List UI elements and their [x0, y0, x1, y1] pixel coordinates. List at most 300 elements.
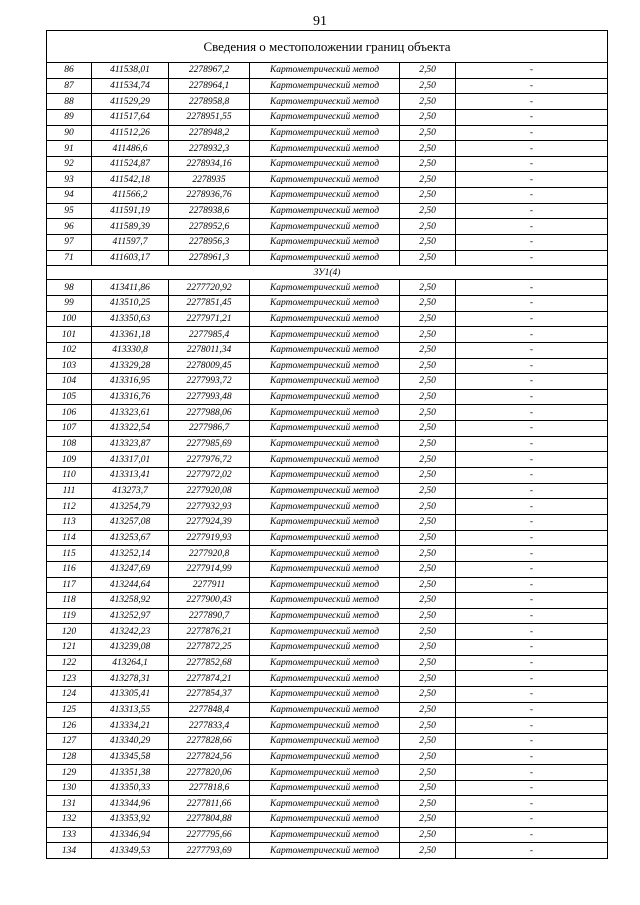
- accuracy-cell: 2,50: [400, 561, 456, 577]
- x-coordinate-cell: 411524,87: [92, 156, 169, 172]
- x-coordinate-cell: 413316,95: [92, 374, 169, 390]
- table-row: [47, 483, 608, 499]
- x-coordinate-cell: 411512,26: [92, 125, 169, 141]
- x-coordinate-cell: 413278,31: [92, 671, 169, 687]
- y-coordinate-cell: 2277851,45: [169, 295, 250, 311]
- method-cell: Картометрический метод: [250, 436, 400, 452]
- y-coordinate-cell: 2278935: [169, 172, 250, 188]
- note-cell: -: [456, 530, 608, 546]
- method-cell: Картометрический метод: [250, 843, 400, 859]
- table-row: [47, 827, 608, 843]
- accuracy-cell: 2,50: [400, 295, 456, 311]
- table-row: [47, 295, 608, 311]
- table-header-row: [47, 31, 608, 63]
- point-number-cell: 129: [47, 765, 92, 781]
- x-coordinate-cell: 411486,6: [92, 141, 169, 157]
- table-row: [47, 640, 608, 656]
- accuracy-cell: 2,50: [400, 499, 456, 515]
- table-row: [47, 561, 608, 577]
- method-cell: Картометрический метод: [250, 624, 400, 640]
- y-coordinate-cell: 2277993,72: [169, 374, 250, 390]
- note-cell: -: [456, 436, 608, 452]
- y-coordinate-cell: 2277820,06: [169, 765, 250, 781]
- point-number-cell: 104: [47, 374, 92, 390]
- table-row: [47, 499, 608, 515]
- x-coordinate-cell: 411603,17: [92, 250, 169, 266]
- accuracy-cell: 2,50: [400, 796, 456, 812]
- table-row: [47, 342, 608, 358]
- method-cell: Картометрический метод: [250, 311, 400, 327]
- method-cell: Картометрический метод: [250, 593, 400, 609]
- y-coordinate-cell: 2277976,72: [169, 452, 250, 468]
- accuracy-cell: 2,50: [400, 405, 456, 421]
- y-coordinate-cell: 2278952,6: [169, 219, 250, 235]
- accuracy-cell: 2,50: [400, 311, 456, 327]
- y-coordinate-cell: 2278948,2: [169, 125, 250, 141]
- table-row: [47, 655, 608, 671]
- point-number-cell: 125: [47, 702, 92, 718]
- table-row: [47, 452, 608, 468]
- table-row: [47, 608, 608, 624]
- accuracy-cell: 2,50: [400, 358, 456, 374]
- point-number-cell: 121: [47, 640, 92, 656]
- method-cell: Картометрический метод: [250, 295, 400, 311]
- point-number-cell: 102: [47, 342, 92, 358]
- note-cell: -: [456, 765, 608, 781]
- table-row: [47, 593, 608, 609]
- table-row: [47, 546, 608, 562]
- method-cell: Картометрический метод: [250, 342, 400, 358]
- method-cell: Картометрический метод: [250, 718, 400, 734]
- method-cell: Картометрический метод: [250, 141, 400, 157]
- method-cell: Картометрический метод: [250, 530, 400, 546]
- table-row: [47, 421, 608, 437]
- method-cell: Картометрический метод: [250, 219, 400, 235]
- accuracy-cell: 2,50: [400, 765, 456, 781]
- accuracy-cell: 2,50: [400, 733, 456, 749]
- table-row: [47, 188, 608, 204]
- table-row: [47, 172, 608, 188]
- accuracy-cell: 2,50: [400, 530, 456, 546]
- x-coordinate-cell: 413344,96: [92, 796, 169, 812]
- method-cell: Картометрический метод: [250, 499, 400, 515]
- table-row: [47, 671, 608, 687]
- x-coordinate-cell: 413361,18: [92, 327, 169, 343]
- table-row: [47, 389, 608, 405]
- accuracy-cell: 2,50: [400, 421, 456, 437]
- accuracy-cell: 2,50: [400, 374, 456, 390]
- accuracy-cell: 2,50: [400, 546, 456, 562]
- method-cell: Картометрический метод: [250, 671, 400, 687]
- accuracy-cell: 2,50: [400, 125, 456, 141]
- table-row: [47, 702, 608, 718]
- y-coordinate-cell: 2278938,6: [169, 203, 250, 219]
- note-cell: -: [456, 250, 608, 266]
- point-number-cell: 108: [47, 436, 92, 452]
- method-cell: Картометрический метод: [250, 405, 400, 421]
- point-number-cell: 116: [47, 561, 92, 577]
- point-number-cell: 101: [47, 327, 92, 343]
- x-coordinate-cell: 413252,97: [92, 608, 169, 624]
- note-cell: -: [456, 219, 608, 235]
- table-row: [47, 358, 608, 374]
- method-cell: Картометрический метод: [250, 63, 400, 79]
- point-number-cell: 126: [47, 718, 92, 734]
- accuracy-cell: 2,50: [400, 640, 456, 656]
- x-coordinate-cell: 413254,79: [92, 499, 169, 515]
- note-cell: -: [456, 671, 608, 687]
- note-cell: -: [456, 172, 608, 188]
- note-cell: -: [456, 141, 608, 157]
- x-coordinate-cell: 413345,58: [92, 749, 169, 765]
- accuracy-cell: 2,50: [400, 188, 456, 204]
- x-coordinate-cell: 411529,29: [92, 94, 169, 110]
- accuracy-cell: 2,50: [400, 577, 456, 593]
- y-coordinate-cell: 2277828,66: [169, 733, 250, 749]
- x-coordinate-cell: 413350,33: [92, 780, 169, 796]
- method-cell: Картометрический метод: [250, 389, 400, 405]
- method-cell: Картометрический метод: [250, 749, 400, 765]
- table-row: [47, 311, 608, 327]
- accuracy-cell: 2,50: [400, 280, 456, 296]
- table-row: [47, 530, 608, 546]
- note-cell: -: [456, 608, 608, 624]
- point-number-cell: 120: [47, 624, 92, 640]
- note-cell: -: [456, 156, 608, 172]
- y-coordinate-cell: 2277993,48: [169, 389, 250, 405]
- x-coordinate-cell: 413349,53: [92, 843, 169, 859]
- x-coordinate-cell: 413329,28: [92, 358, 169, 374]
- point-number-cell: 87: [47, 78, 92, 94]
- accuracy-cell: 2,50: [400, 843, 456, 859]
- note-cell: -: [456, 686, 608, 702]
- y-coordinate-cell: 2277986,7: [169, 421, 250, 437]
- x-coordinate-cell: 413313,41: [92, 468, 169, 484]
- x-coordinate-cell: 411591,19: [92, 203, 169, 219]
- note-cell: -: [456, 796, 608, 812]
- accuracy-cell: 2,50: [400, 156, 456, 172]
- note-cell: -: [456, 624, 608, 640]
- note-cell: -: [456, 561, 608, 577]
- note-cell: -: [456, 327, 608, 343]
- note-cell: -: [456, 733, 608, 749]
- point-number-cell: 71: [47, 250, 92, 266]
- table-row: [47, 843, 608, 859]
- y-coordinate-cell: 2277811,66: [169, 796, 250, 812]
- method-cell: Картометрический метод: [250, 733, 400, 749]
- y-coordinate-cell: 2277874,21: [169, 671, 250, 687]
- method-cell: Картометрический метод: [250, 468, 400, 484]
- accuracy-cell: 2,50: [400, 235, 456, 251]
- table-row: [47, 141, 608, 157]
- y-coordinate-cell: 2277872,25: [169, 640, 250, 656]
- note-cell: -: [456, 483, 608, 499]
- point-number-cell: 128: [47, 749, 92, 765]
- note-cell: -: [456, 235, 608, 251]
- point-number-cell: 92: [47, 156, 92, 172]
- accuracy-cell: 2,50: [400, 219, 456, 235]
- table-row: [47, 812, 608, 828]
- y-coordinate-cell: 2277824,56: [169, 749, 250, 765]
- table-row: [47, 109, 608, 125]
- note-cell: -: [456, 718, 608, 734]
- x-coordinate-cell: 413239,08: [92, 640, 169, 656]
- y-coordinate-cell: 2277914,99: [169, 561, 250, 577]
- accuracy-cell: 2,50: [400, 702, 456, 718]
- accuracy-cell: 2,50: [400, 593, 456, 609]
- x-coordinate-cell: 413322,54: [92, 421, 169, 437]
- point-number-cell: 131: [47, 796, 92, 812]
- note-cell: -: [456, 203, 608, 219]
- x-coordinate-cell: 413323,61: [92, 405, 169, 421]
- method-cell: Картометрический метод: [250, 156, 400, 172]
- accuracy-cell: 2,50: [400, 671, 456, 687]
- y-coordinate-cell: 2277900,43: [169, 593, 250, 609]
- accuracy-cell: 2,50: [400, 389, 456, 405]
- point-number-cell: 117: [47, 577, 92, 593]
- x-coordinate-cell: 411517,64: [92, 109, 169, 125]
- point-number-cell: 106: [47, 405, 92, 421]
- y-coordinate-cell: 2277932,93: [169, 499, 250, 515]
- table-row: [47, 94, 608, 110]
- y-coordinate-cell: 2277854,37: [169, 686, 250, 702]
- y-coordinate-cell: 2277985,4: [169, 327, 250, 343]
- accuracy-cell: 2,50: [400, 63, 456, 79]
- accuracy-cell: 2,50: [400, 141, 456, 157]
- note-cell: -: [456, 468, 608, 484]
- method-cell: Картометрический метод: [250, 358, 400, 374]
- table-row: [47, 749, 608, 765]
- point-number-cell: 109: [47, 452, 92, 468]
- note-cell: -: [456, 63, 608, 79]
- table-row: [47, 156, 608, 172]
- method-cell: Картометрический метод: [250, 78, 400, 94]
- accuracy-cell: 2,50: [400, 624, 456, 640]
- point-number-cell: 89: [47, 109, 92, 125]
- x-coordinate-cell: 413257,08: [92, 514, 169, 530]
- point-number-cell: 105: [47, 389, 92, 405]
- table-title: Сведения о местоположении границ объекта: [47, 31, 608, 63]
- y-coordinate-cell: 2277833,4: [169, 718, 250, 734]
- method-cell: Картометрический метод: [250, 483, 400, 499]
- note-cell: -: [456, 280, 608, 296]
- table-row: [47, 468, 608, 484]
- x-coordinate-cell: 413244,64: [92, 577, 169, 593]
- method-cell: Картометрический метод: [250, 812, 400, 828]
- table-row: [47, 436, 608, 452]
- note-cell: -: [456, 577, 608, 593]
- x-coordinate-cell: 413247,69: [92, 561, 169, 577]
- table-row: [47, 374, 608, 390]
- point-number-cell: 113: [47, 514, 92, 530]
- note-cell: -: [456, 109, 608, 125]
- x-coordinate-cell: 413316,76: [92, 389, 169, 405]
- point-number-cell: 114: [47, 530, 92, 546]
- table-row: [47, 63, 608, 79]
- y-coordinate-cell: 2277924,39: [169, 514, 250, 530]
- method-cell: Картометрический метод: [250, 514, 400, 530]
- point-number-cell: 112: [47, 499, 92, 515]
- y-coordinate-cell: 2278964,1: [169, 78, 250, 94]
- note-cell: -: [456, 702, 608, 718]
- x-coordinate-cell: 413346,94: [92, 827, 169, 843]
- accuracy-cell: 2,50: [400, 452, 456, 468]
- accuracy-cell: 2,50: [400, 608, 456, 624]
- method-cell: Картометрический метод: [250, 250, 400, 266]
- x-coordinate-cell: 413313,55: [92, 702, 169, 718]
- table-row: [47, 280, 608, 296]
- point-number-cell: 95: [47, 203, 92, 219]
- note-cell: -: [456, 749, 608, 765]
- note-cell: -: [456, 78, 608, 94]
- x-coordinate-cell: 413351,38: [92, 765, 169, 781]
- x-coordinate-cell: 411542,18: [92, 172, 169, 188]
- y-coordinate-cell: 2277919,93: [169, 530, 250, 546]
- accuracy-cell: 2,50: [400, 78, 456, 94]
- note-cell: -: [456, 342, 608, 358]
- note-cell: -: [456, 499, 608, 515]
- accuracy-cell: 2,50: [400, 686, 456, 702]
- x-coordinate-cell: 411538,01: [92, 63, 169, 79]
- y-coordinate-cell: 2278934,16: [169, 156, 250, 172]
- method-cell: Картометрический метод: [250, 796, 400, 812]
- y-coordinate-cell: 2278967,2: [169, 63, 250, 79]
- point-number-cell: 123: [47, 671, 92, 687]
- note-cell: -: [456, 405, 608, 421]
- point-number-cell: 134: [47, 843, 92, 859]
- note-cell: -: [456, 640, 608, 656]
- method-cell: Картометрический метод: [250, 374, 400, 390]
- table-row: [47, 405, 608, 421]
- point-number-cell: 127: [47, 733, 92, 749]
- point-number-cell: 98: [47, 280, 92, 296]
- x-coordinate-cell: 413252,14: [92, 546, 169, 562]
- point-number-cell: 124: [47, 686, 92, 702]
- section-label: ЗУ1(4): [47, 266, 608, 280]
- accuracy-cell: 2,50: [400, 436, 456, 452]
- y-coordinate-cell: 2277988,06: [169, 405, 250, 421]
- accuracy-cell: 2,50: [400, 827, 456, 843]
- point-number-cell: 130: [47, 780, 92, 796]
- point-number-cell: 133: [47, 827, 92, 843]
- table-row: [47, 733, 608, 749]
- x-coordinate-cell: 413264,1: [92, 655, 169, 671]
- note-cell: -: [456, 125, 608, 141]
- note-cell: -: [456, 843, 608, 859]
- method-cell: Картометрический метод: [250, 608, 400, 624]
- method-cell: Картометрический метод: [250, 780, 400, 796]
- point-number-cell: 115: [47, 546, 92, 562]
- y-coordinate-cell: 2277890,7: [169, 608, 250, 624]
- page-number: 91: [313, 14, 327, 29]
- x-coordinate-cell: 413273,7: [92, 483, 169, 499]
- table-row: [47, 250, 608, 266]
- point-number-cell: 103: [47, 358, 92, 374]
- point-number-cell: 91: [47, 141, 92, 157]
- method-cell: Картометрический метод: [250, 188, 400, 204]
- x-coordinate-cell: 411534,74: [92, 78, 169, 94]
- y-coordinate-cell: 2278951,55: [169, 109, 250, 125]
- accuracy-cell: 2,50: [400, 655, 456, 671]
- method-cell: Картометрический метод: [250, 421, 400, 437]
- point-number-cell: 107: [47, 421, 92, 437]
- note-cell: -: [456, 94, 608, 110]
- note-cell: -: [456, 358, 608, 374]
- note-cell: -: [456, 374, 608, 390]
- x-coordinate-cell: 413317,01: [92, 452, 169, 468]
- table-row: [47, 796, 608, 812]
- x-coordinate-cell: 413258,92: [92, 593, 169, 609]
- x-coordinate-cell: 413510,25: [92, 295, 169, 311]
- point-number-cell: 88: [47, 94, 92, 110]
- table-row: [47, 219, 608, 235]
- point-number-cell: 99: [47, 295, 92, 311]
- note-cell: -: [456, 421, 608, 437]
- accuracy-cell: 2,50: [400, 812, 456, 828]
- method-cell: Картометрический метод: [250, 686, 400, 702]
- y-coordinate-cell: 2278932,3: [169, 141, 250, 157]
- y-coordinate-cell: 2278958,8: [169, 94, 250, 110]
- accuracy-cell: 2,50: [400, 203, 456, 219]
- point-number-cell: 90: [47, 125, 92, 141]
- y-coordinate-cell: 2277848,4: [169, 702, 250, 718]
- y-coordinate-cell: 2278961,3: [169, 250, 250, 266]
- table-row: [47, 203, 608, 219]
- y-coordinate-cell: 2277985,69: [169, 436, 250, 452]
- accuracy-cell: 2,50: [400, 250, 456, 266]
- y-coordinate-cell: 2278011,34: [169, 342, 250, 358]
- table-row: [47, 327, 608, 343]
- x-coordinate-cell: 413411,86: [92, 280, 169, 296]
- x-coordinate-cell: 413334,21: [92, 718, 169, 734]
- method-cell: Картометрический метод: [250, 827, 400, 843]
- accuracy-cell: 2,50: [400, 514, 456, 530]
- point-number-cell: 119: [47, 608, 92, 624]
- point-number-cell: 111: [47, 483, 92, 499]
- x-coordinate-cell: 413330,8: [92, 342, 169, 358]
- method-cell: Картометрический метод: [250, 235, 400, 251]
- method-cell: Картометрический метод: [250, 327, 400, 343]
- y-coordinate-cell: 2277971,21: [169, 311, 250, 327]
- accuracy-cell: 2,50: [400, 342, 456, 358]
- method-cell: Картометрический метод: [250, 765, 400, 781]
- y-coordinate-cell: 2277876,21: [169, 624, 250, 640]
- table-row: [47, 624, 608, 640]
- point-number-cell: 100: [47, 311, 92, 327]
- x-coordinate-cell: 413350,63: [92, 311, 169, 327]
- method-cell: Картометрический метод: [250, 546, 400, 562]
- point-number-cell: 110: [47, 468, 92, 484]
- section-row: [47, 266, 608, 280]
- method-cell: Картометрический метод: [250, 280, 400, 296]
- y-coordinate-cell: 2277852,68: [169, 655, 250, 671]
- boundary-coordinates-table: [46, 30, 608, 859]
- method-cell: Картометрический метод: [250, 561, 400, 577]
- y-coordinate-cell: 2277972,02: [169, 468, 250, 484]
- table-row: [47, 235, 608, 251]
- note-cell: -: [456, 514, 608, 530]
- accuracy-cell: 2,50: [400, 172, 456, 188]
- y-coordinate-cell: 2277793,69: [169, 843, 250, 859]
- table-row: [47, 78, 608, 94]
- method-cell: Картометрический метод: [250, 109, 400, 125]
- point-number-cell: 96: [47, 219, 92, 235]
- x-coordinate-cell: 413242,23: [92, 624, 169, 640]
- x-coordinate-cell: 411589,39: [92, 219, 169, 235]
- method-cell: Картометрический метод: [250, 172, 400, 188]
- method-cell: Картометрический метод: [250, 640, 400, 656]
- note-cell: -: [456, 655, 608, 671]
